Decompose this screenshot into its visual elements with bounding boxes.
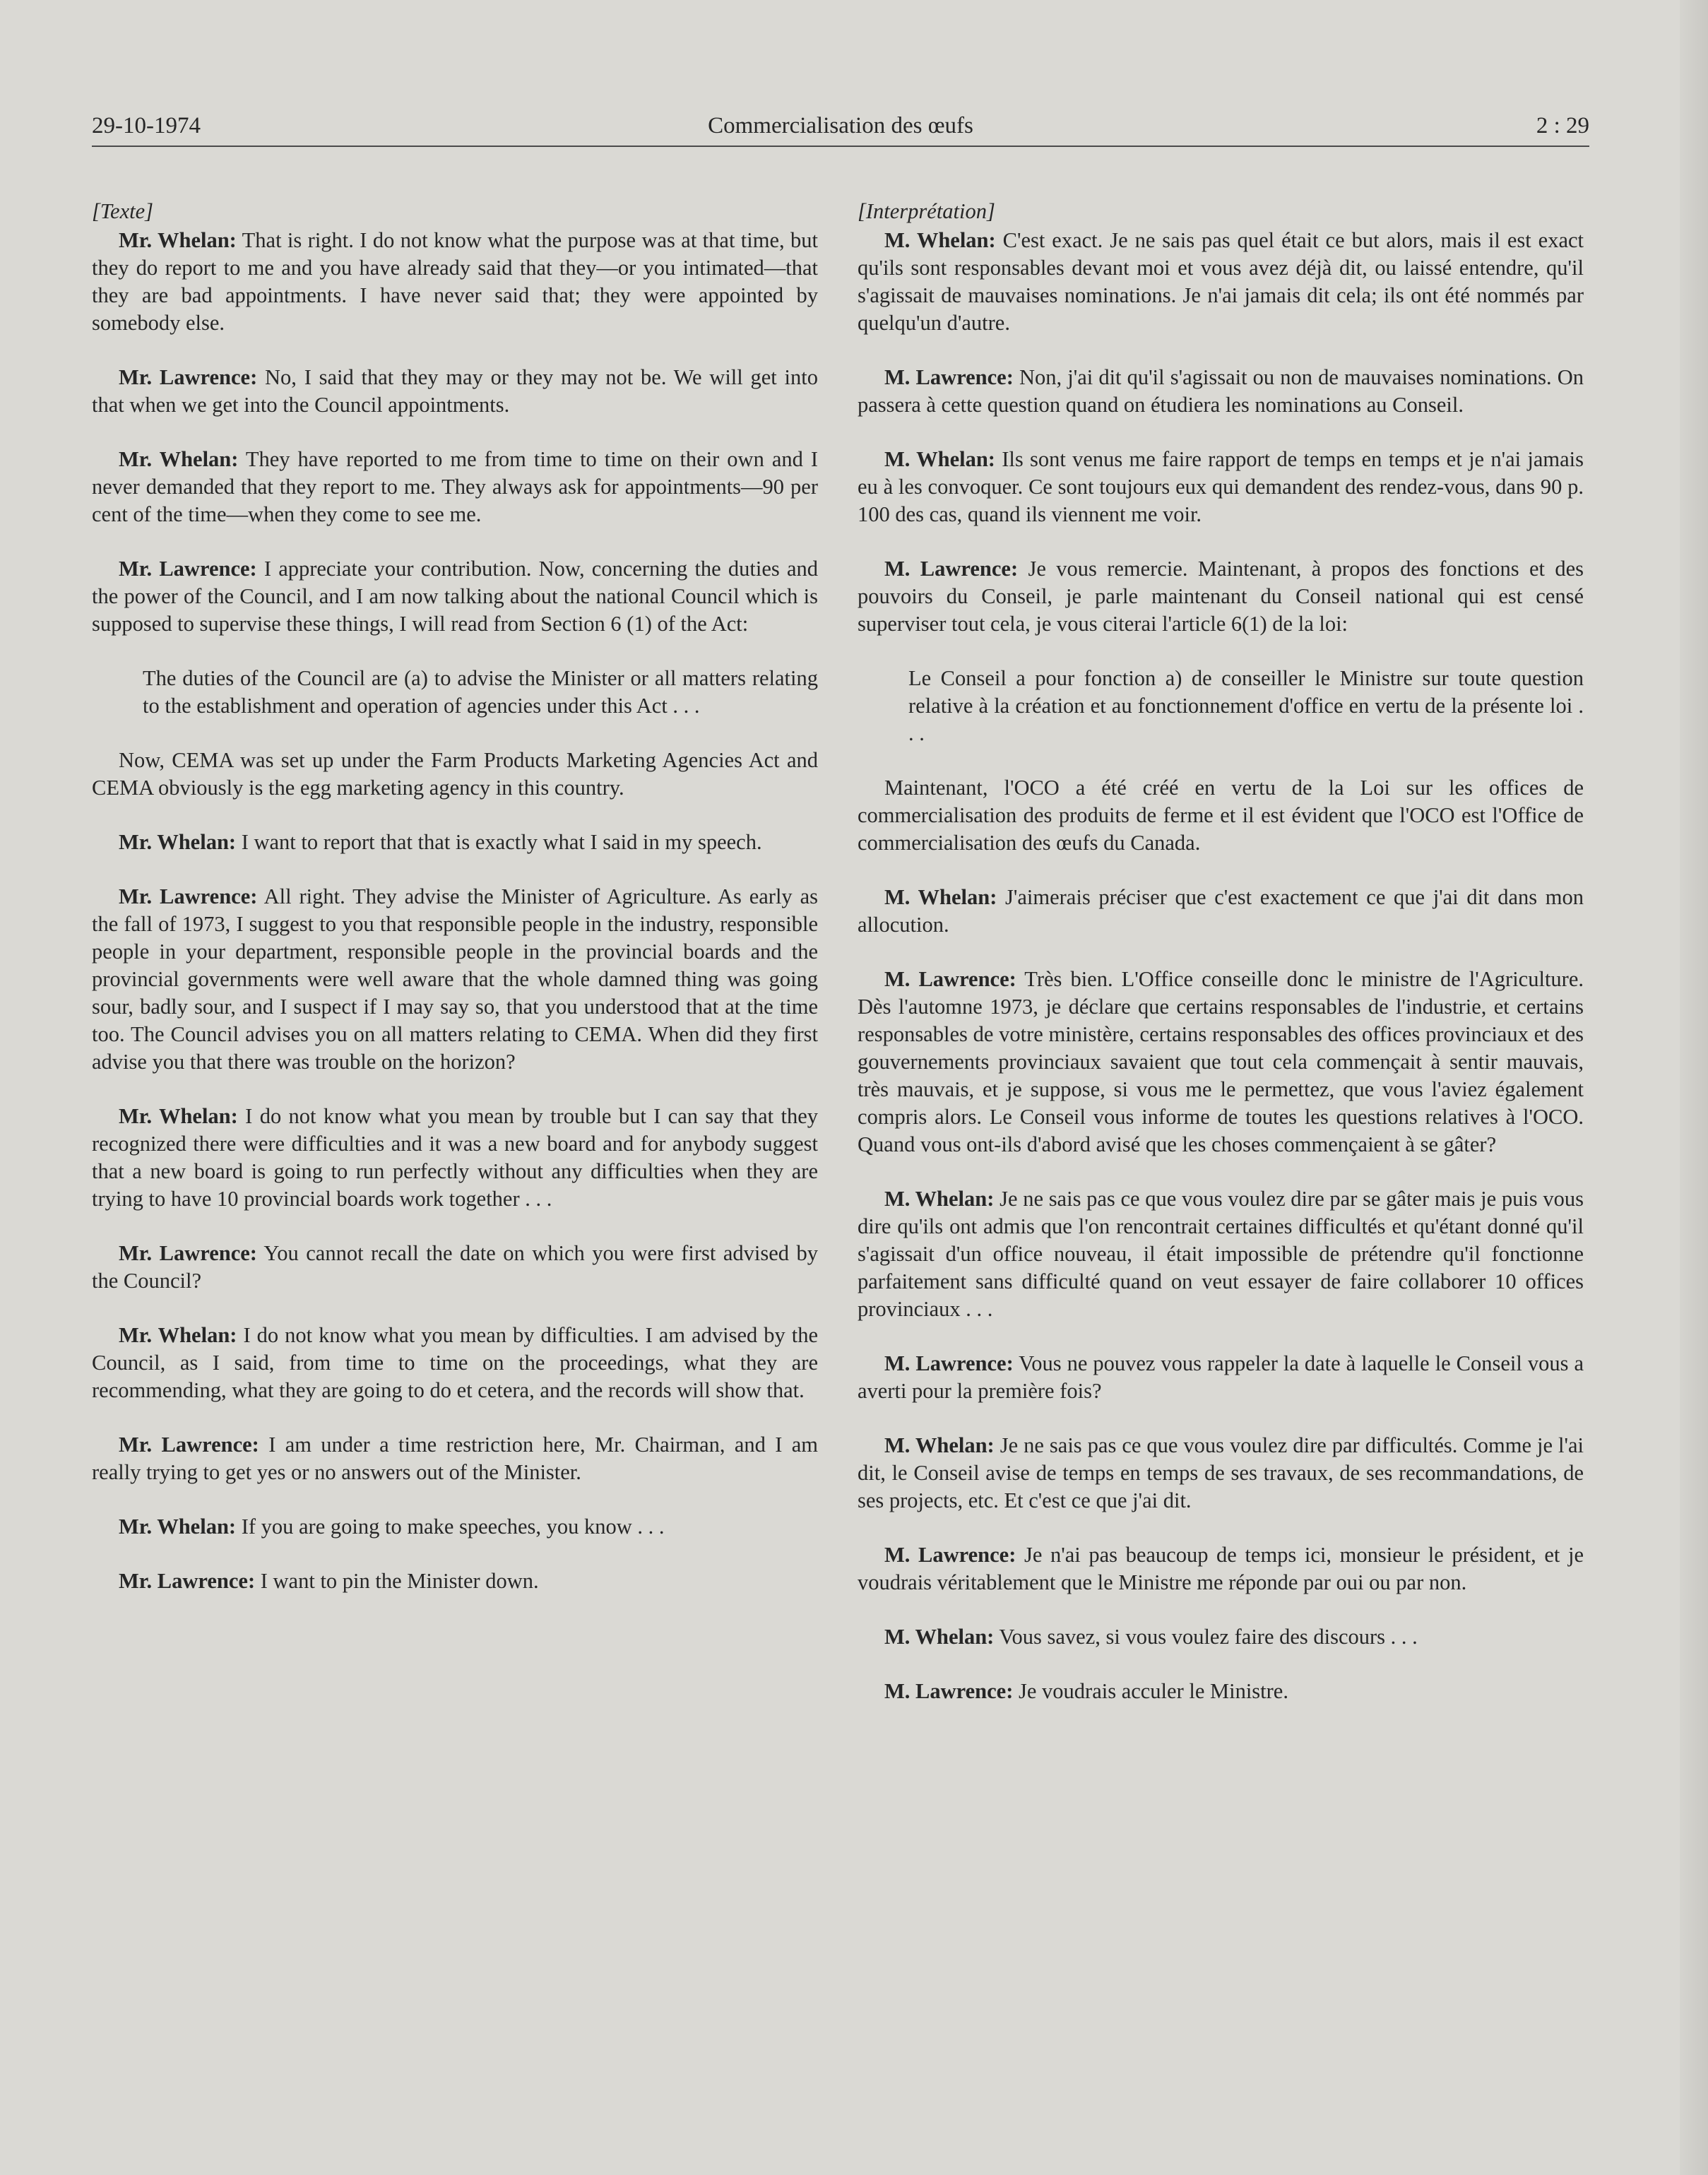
speech-text: C'est exact. Je ne sais pas quel était ce but alors, mais il est exact qu'ils sont responsables devant moi et vous avez déjà dit, ou laissé entendre, qu'il s'agissait de mauvaises nominations. Je n'ai jamais dit cela; ils ont été nommés par quelqu'un d'autre.	[858, 228, 1584, 335]
speech-text: Je n'ai pas beaucoup de temps ici, monsieur le président, et je voudrais véritablement que le Ministre me réponde par oui ou par non.	[858, 1543, 1584, 1594]
speaker-name: M. Whelan:	[884, 1433, 995, 1457]
speech-text: Non, j'ai dit qu'il s'agissait ou non de mauvaises nominations. On passera à cette question quand on étudiera les nominations au Conseil.	[858, 365, 1584, 417]
speaker-name: Mr. Whelan:	[119, 1104, 238, 1128]
transcript-paragraph	[858, 884, 1584, 939]
page-edge-shadow	[1680, 0, 1708, 2175]
transcript-paragraph	[92, 1431, 818, 1486]
speaker-name: Mr. Whelan:	[119, 447, 239, 471]
speech-text: Je voudrais acculer le Ministre.	[1013, 1679, 1288, 1703]
speaker-name: Mr. Lawrence:	[119, 1241, 257, 1265]
speaker-name: Mr. Whelan:	[119, 228, 237, 252]
speaker-name: Mr. Lawrence:	[119, 884, 258, 908]
transcript-paragraph	[92, 1103, 818, 1213]
speech-text: Très bien. L'Office conseille donc le ministre de l'Agriculture. Dès l'automne 1973, je déclare que certains responsables de l'industrie, et certains responsables de votre ministère, certains responsables des offices provinciaux et des gouvernements provinciaux savaient que tout cela commençait à sentir mauvais, très mauvais, et je suppose, si vous me le permettez, que vous l'aviez également compris alors. Le Conseil vous informe de toutes les questions relatives à l'OCO. Quand vous ont-ils d'abord avisé que les choses commençaient à se gâter?	[858, 967, 1584, 1156]
speech-text: I am under a time restriction here, Mr. Chairman, and I am really trying to get yes or no answers out of the Minister.	[92, 1433, 818, 1484]
transcript-paragraph	[92, 1240, 818, 1295]
speech-text: If you are going to make speeches, you know . . .	[236, 1515, 665, 1539]
speech-text: Vous ne pouvez vous rappeler la date à laquelle le Conseil vous a averti pour la première fois?	[858, 1351, 1584, 1403]
speaker-name: M. Lawrence:	[884, 967, 1016, 991]
transcript-paragraph	[92, 364, 818, 419]
speaker-name: Mr. Lawrence:	[119, 557, 257, 581]
speech-text: Maintenant, l'OCO a été créé en vertu de la Loi sur les offices de commercialisation des produits de ferme et il est évident que l'OCO est l'Office de commercialisation des œufs du Canada.	[858, 776, 1584, 855]
speech-text: Je ne sais pas ce que vous voulez dire par difficultés. Comme je l'ai dit, le Conseil avise de temps en temps de ses travaux, de ses recommandations, de ses projects, etc. Et c'est ce que j'ai dit.	[858, 1433, 1584, 1512]
speech-text: That is right. I do not know what the purpose was at that time, but they do report to me and you have already said that they—or you intimated—that they are bad appointments. I have never said that; they were appointed by somebody else.	[92, 228, 818, 335]
page-header	[92, 113, 1589, 148]
transcript-paragraph	[858, 966, 1584, 1158]
speech-text: I do not know what you mean by trouble but I can say that they recognized there were difficulties and it was a new board and for anybody suggest that a new board is going to run perfectly without any difficulties when they are trying to have 10 provincial boards work together . . .	[92, 1104, 818, 1211]
speaker-name: M. Lawrence:	[884, 557, 1019, 581]
speech-text: Je vous remercie. Maintenant, à propos des fonctions et des pouvoirs du Conseil, je parle maintenant du Conseil national qui est censé superviser tout cela, je vous citerai l'article 6(1) de la loi:	[858, 557, 1584, 636]
transcript-paragraph	[92, 883, 818, 1076]
transcript-paragraph	[92, 829, 818, 856]
speaker-name: M. Lawrence:	[884, 1543, 1016, 1567]
transcript-paragraph	[858, 364, 1584, 419]
transcript-paragraph	[858, 227, 1584, 337]
speaker-name: Mr. Lawrence:	[119, 1433, 259, 1457]
speech-text: Vous savez, si vous voulez faire des discours . . .	[994, 1625, 1418, 1649]
speech-text: All right. They advise the Minister of Agriculture. As early as the fall of 1973, I suggest to you that responsible people in the industry, responsible people in your department, responsible people in the provincial boards and the provincial governments were well aware that the whole damned thing was going sour, badly sour, and I suspect if I may say so, that you understood that at the time too. The Council advises you on all matters relating to CEMA. When did they first advise you that there was trouble on the horizon?	[92, 884, 818, 1074]
quoted-passage: Le Conseil a pour fonction a) de conseiller le Ministre sur toute question relative à la création et au fonctionnement d'office en vertu de la présente loi . . .	[908, 666, 1584, 745]
speech-text: J'aimerais préciser que c'est exactement ce que j'ai dit dans mon allocution.	[858, 885, 1584, 937]
speech-text: You cannot recall the date on which you were first advised by the Council?	[92, 1241, 818, 1293]
header-title: Commercialisation des œufs	[708, 113, 973, 138]
transcript-paragraph	[858, 1623, 1584, 1651]
speaker-name: Mr. Lawrence:	[119, 1569, 256, 1593]
speaker-name: Mr. Lawrence:	[119, 365, 258, 389]
header-page-number: 2 : 29	[1536, 113, 1589, 138]
speaker-name: Mr. Whelan:	[119, 1515, 237, 1539]
transcript-paragraph	[858, 1185, 1584, 1323]
speaker-name: M. Lawrence:	[884, 1679, 1014, 1703]
speaker-name: M. Whelan:	[884, 1625, 995, 1649]
english-column	[92, 198, 818, 1622]
speaker-name: Mr. Whelan:	[119, 830, 237, 854]
speaker-name: M. Whelan:	[884, 447, 995, 471]
transcript-paragraph	[858, 555, 1584, 638]
transcript-paragraph	[858, 1432, 1584, 1515]
speech-text: I do not know what you mean by difficulties. I am advised by the Council, as I said, from time to time on the proceedings, what they are recommending, what they are going to do et cetera, and the records will show that.	[92, 1323, 818, 1402]
transcript-paragraph	[92, 1322, 818, 1404]
speaker-name: M. Whelan:	[884, 885, 997, 909]
speaker-name: M. Lawrence:	[884, 365, 1014, 389]
speaker-name: M. Lawrence:	[884, 1351, 1014, 1375]
speech-text: Ils sont venus me faire rapport de temps en temps et je n'ai jamais eu à les convoquer. Ce sont toujours eux qui demandent des rendez-vous, dans 90 p. 100 des cas, quand ils viennent me voir.	[858, 447, 1584, 526]
transcript-paragraph	[92, 227, 818, 337]
transcript-paragraph	[92, 1567, 818, 1595]
transcript-paragraph	[858, 774, 1584, 857]
transcript-paragraph	[92, 747, 818, 802]
transcript-paragraph	[92, 555, 818, 638]
speech-text: I want to report that that is exactly what I said in my speech.	[236, 830, 762, 854]
speaker-name: Mr. Whelan:	[119, 1323, 237, 1347]
french-column	[858, 198, 1584, 1732]
transcript-paragraph	[92, 446, 818, 528]
header-date: 29-10-1974	[92, 113, 201, 138]
header-rule	[92, 146, 1589, 147]
speaker-name: M. Whelan:	[884, 1187, 995, 1211]
speech-text: I want to pin the Minister down.	[255, 1569, 539, 1593]
transcript-paragraph	[858, 1678, 1584, 1705]
speech-text: They have reported to me from time to time on their own and I never demanded that they report to me. They always ask for appointments—90 per cent of the time—when they come to see me.	[92, 447, 818, 526]
speech-text: I appreciate your contribution. Now, concerning the duties and the power of the Council, and I am now talking about the national Council which is supposed to supervise these things, I will read from Section 6 (1) of the Act:	[92, 557, 818, 636]
transcript-paragraph	[858, 1541, 1584, 1596]
transcript-paragraph	[858, 446, 1584, 528]
transcript-paragraph	[858, 1350, 1584, 1405]
english-column-tag: [Texte]	[92, 199, 153, 223]
speech-text: Je ne sais pas ce que vous voulez dire par se gâter mais je puis vous dire qu'ils ont admis que l'on rencontrait certaines difficultés et qu'étant donné qu'il s'agissait d'un office nouveau, il était impossible de prétendre qu'il fonctionne parfaitement sans difficulté quand on veut essayer de faire collaborer 10 offices provinciaux . . .	[858, 1187, 1584, 1321]
french-column-tag: [Interprétation]	[858, 199, 995, 223]
speech-text: Now, CEMA was set up under the Farm Products Marketing Agencies Act and CEMA obviously is the egg marketing agency in this country.	[92, 748, 818, 800]
speaker-name: M. Whelan:	[884, 228, 996, 252]
transcript-paragraph	[92, 1513, 818, 1541]
quoted-passage: The duties of the Council are (a) to advise the Minister or all matters relating to the establishment and operation of agencies under this Act . . .	[143, 666, 818, 718]
speech-text: No, I said that they may or they may not be. We will get into that when we get into the Council appointments.	[92, 365, 818, 417]
